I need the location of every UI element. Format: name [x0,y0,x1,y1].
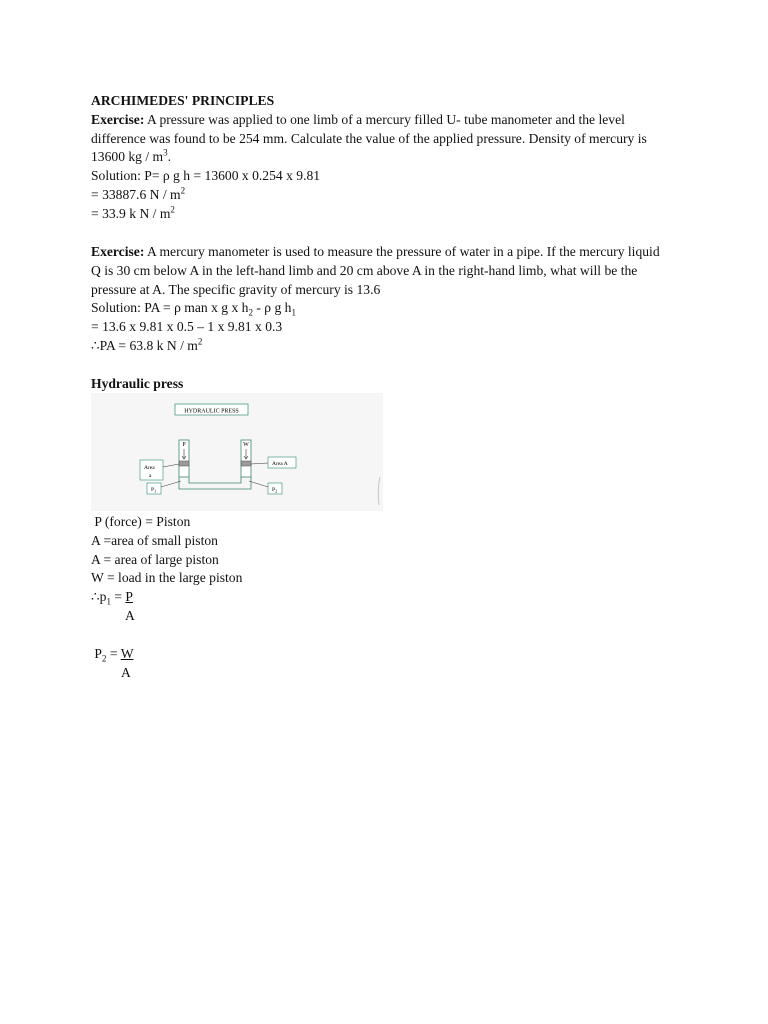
exercise-2-solution-line-2: = 13.6 x 9.81 x 0.5 – 1 x 9.81 x 0.3 [91,319,283,335]
equation-p2-denominator: A [121,664,131,680]
definitions-section [91,513,691,588]
exercise-1-text-line-1: Exercise: A pressure was applied to one limb of a mercury filled U- tube manometer and the level [91,111,625,127]
definition-small-area: A =area of small piston [91,532,218,548]
exercise-2-text-line-1: Exercise: A mercury manometer is used to measure the pressure of water in a pipe. If the mercury liquid [91,244,660,259]
document-title: ARCHIMEDES' PRINCIPLES [91,93,275,108]
area-right-label: Area A [272,461,288,467]
exercise-1-label: Exercise: [91,111,145,127]
hydraulic-press-diagram [91,393,383,511]
area-left-label: Area [144,465,155,471]
definition-large-area: A = area of large piston [91,551,219,567]
right-force-label: W [243,442,249,448]
exercise-1-solution-line-3: = 33.9 k N / $m^2$ [91,204,175,221]
left-force-label: P [182,442,186,448]
equation-p1-denominator: A [125,607,135,623]
exercise-1-solution-line-1: Solution: P= ρ g h = 13600 x 0.254 x 9.81 [91,168,321,184]
exercise-1-solution-line-2: = 33887.6 N / $m^2$ [91,185,186,202]
p2-label: $P_2$ [272,487,278,494]
exercise-1-text-line-3: 13600 kg / $m^3$. [91,147,172,165]
equation-p2-numerator: W [120,646,134,661]
exercise-2-section [91,243,691,356]
hydraulic-heading: Hydraulic press [91,376,184,391]
equation-p2: $P_2 = W$ A [91,645,134,683]
p1-label: $P_1$ [151,487,157,494]
equation-p1-numerator: P [125,589,133,604]
diagram-title: HYDRAULIC PRESS [184,408,239,415]
exercise-2-solution-line-1: Solution: PA = ρ man x g x $h_2$ - ρ g $h_1$ [91,300,296,319]
connecting-pipe [179,477,251,489]
exercise-2-text-line-3: pressure at A. The specific gravity of mercury is 13.6 [91,281,381,297]
area-left-symbol: a [149,473,152,479]
exercise-2-text-line-2: Q is 30 cm below A in the left-hand limb and 20 cm above A in the right-hand limb, what will be the [91,262,638,278]
small-piston [179,461,189,466]
equation-p1: $\therefore p_1 = P$ A [91,588,135,626]
large-piston [241,461,251,466]
definition-load: W = load in the large piston [91,570,243,586]
exercise-2-label: Exercise: [91,244,145,259]
exercise-1-text-line-2: difference was found to be 254 mm. Calculate the value of the applied pressure. Density of mercury is [91,130,647,146]
hydraulic-press-svg [91,393,383,511]
exercise-2-solution-line-3: ∴PA = 63.8 k N / $m^2$ [91,336,203,353]
definition-force: P (force) = Piston [91,514,191,529]
exercise-1-section [91,92,691,224]
